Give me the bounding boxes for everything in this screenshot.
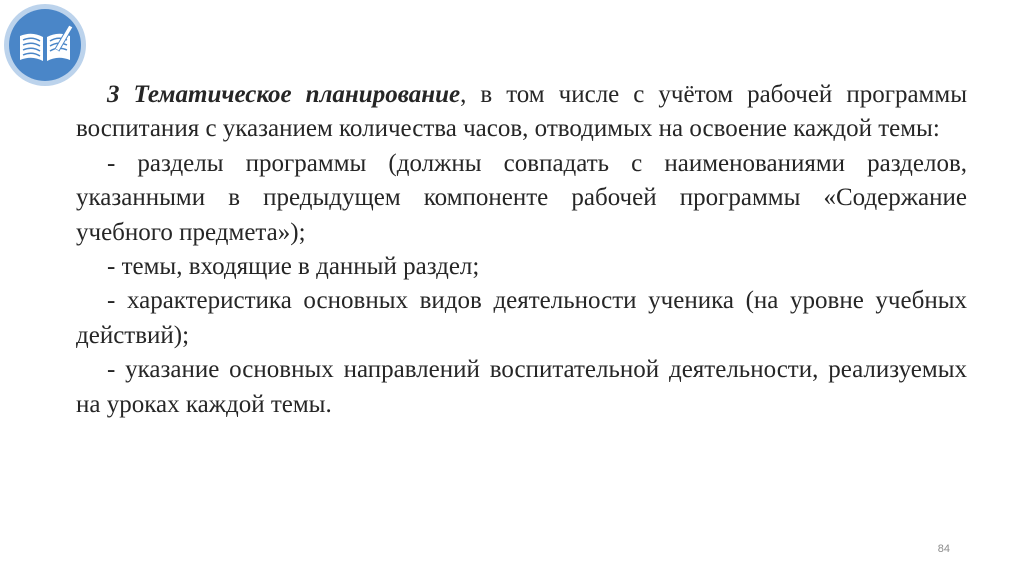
list-item: - темы, входящие в данный раздел; [107, 253, 480, 281]
list-item: - указание основных направлений воспитательной деятельности, реализуемых на уроках каждой темы. [76, 356, 967, 418]
logo [3, 3, 87, 87]
heading-paragraph [76, 78, 967, 147]
page-number: 84 [937, 543, 950, 555]
list-item: - разделы программы (должны совпадать с наименованиями разделов, указанными в предыдущем компоненте рабочей программы «Содержание учебного предмета»); [76, 149, 967, 246]
list-item: - характеристика основных видов деятельности ученика (на уровне учебных действий); [76, 287, 967, 349]
document-body [76, 78, 967, 422]
heading-continuation: , в том числе с учётом рабочей программы воспитания с указанием количества часов, отводимых на освоение каждой темы: [76, 81, 967, 143]
open-book-pen-icon [3, 3, 87, 87]
section-heading: 3 Тематическое планирование [107, 81, 461, 108]
